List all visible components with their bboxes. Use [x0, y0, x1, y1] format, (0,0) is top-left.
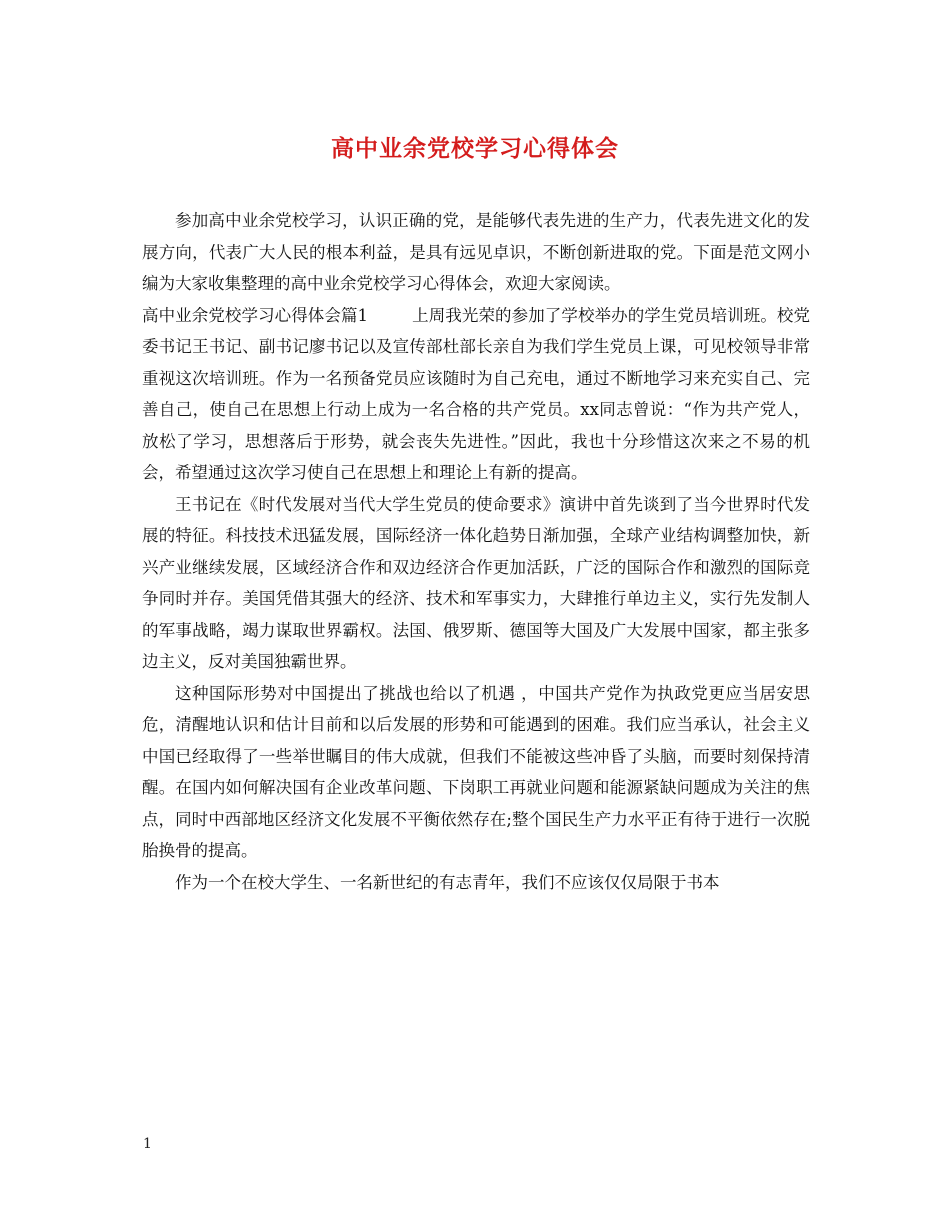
paragraph-4: 作为一个在校大学生、一名新世纪的有志青年，我们不应该仅仅局限于书本	[175, 872, 720, 892]
section-paragraph-1	[142, 300, 810, 489]
page-number: 1	[143, 1136, 152, 1152]
paragraph-2: 王书记在《时代发展对当代大学生党员的使命要求》演讲中首先谈到了当今世界时代发展的特征。科技技术迅猛发展，国际经济一体化趋势日渐加强，全球产业结构调整加快，新兴产业继续发展，区域经济合作和双边经济合作更加活跃，广泛的国际合作和激烈的国际竞争同时并存。美国凭借其强大的经济、技术和军事实力，大肆推行单边主义，实行先发制人的军事战略，竭力谋取世界霸权。法国、俄罗斯、德国等大国及广大发展中国家，都主张多边主义，反对美国独霸世界。	[142, 494, 810, 671]
paragraph-3: 这种国际形势对中国提出了挑战也给以了机遇 ，中国共产党作为执政党更应当居安思危，清醒地认识和估计目前和以后发展的形势和可能遇到的困难。我们应当承认，社会主义中国已经取得了一些举世瞩目的伟大成就，但我们不能被这些冲昏了头脑，而要时刻保持清醒。在国内如何解决国有企业改革问题、下岗职工再就业问题和能源紧缺问题成为关注的焦点，同时中西部地区经济文化发展不平衡依然存在;整个国民生产力水平正有待于进行一次脱胎换骨的提高。	[142, 683, 810, 860]
section-heading: 高中业余党校学习心得体会篇1	[142, 305, 369, 325]
document-title: 高中业余党校学习心得体会	[331, 135, 619, 162]
document-body	[142, 205, 810, 898]
intro-paragraph: 参加高中业余党校学习，认识正确的党，是能够代表先进的生产力，代表先进文化的发展方向，代表广大人民的根本利益，是具有远见卓识，不断创新进取的党。下面是范文网小编为大家收集整理的高中业余党校学习心得体会，欢迎大家阅读。	[142, 211, 810, 293]
paragraph-1-text: 上周我光荣的参加了学校举办的学生党员培训班。校党委书记王书记、副书记廖书记以及宣传部杜部长亲自为我们学生党员上课，可见校领导非常重视这次培训班。作为一名预备党员应该随时为自己充电，通过不断地学习来充实自己、完善自己，使自己在思想上行动上成为一名合格的共产党员。xx同志曾说：“作为共产党人，放松了学习，思想落后于形势，就会丧失先进性。”因此，我也十分珍惜这次来之不易的机会，希望通过这次学习使自己在思想上和理论上有新的提高。	[142, 305, 811, 482]
